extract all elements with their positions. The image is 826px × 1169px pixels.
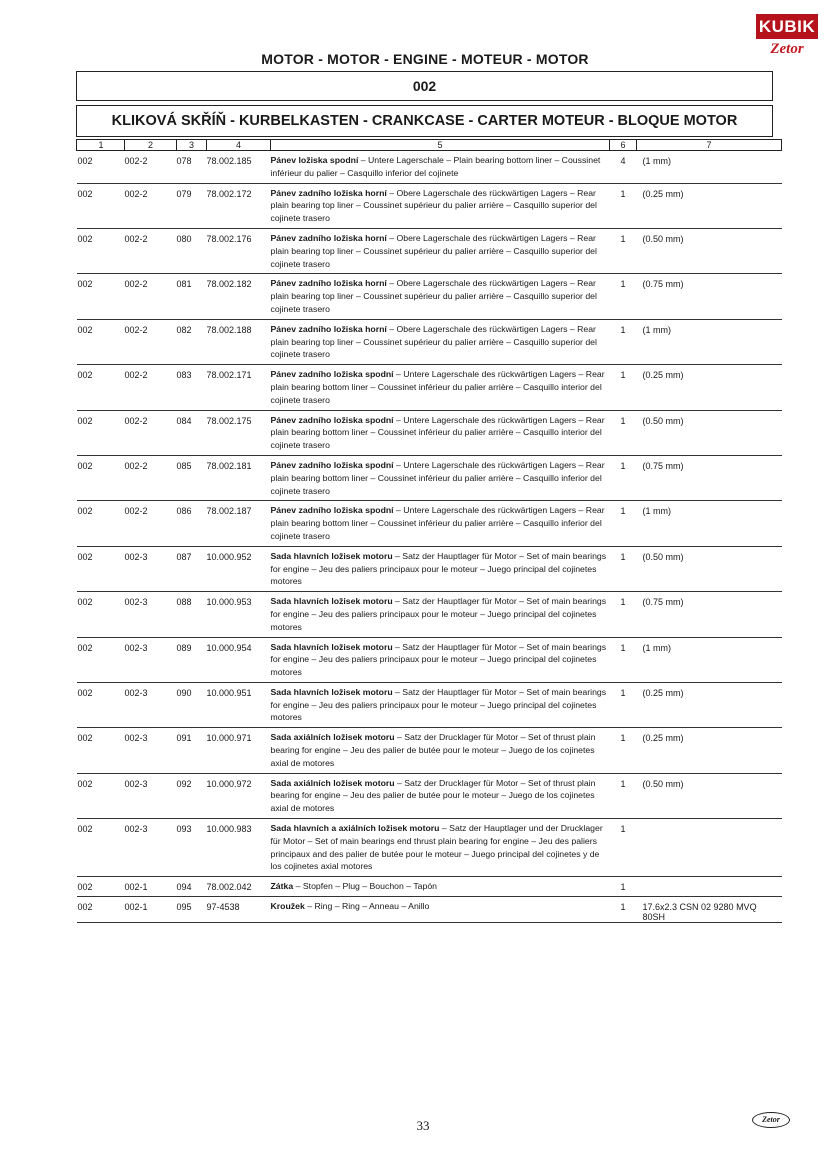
cell-subgroup: 002-3: [125, 819, 177, 877]
cell-position: 093: [177, 819, 207, 877]
cell-position: 088: [177, 592, 207, 637]
cell-note: (0.50 mm): [637, 546, 782, 591]
description-translations: – Untere Lagerschale des rückwärtigen Lagers – Rear plain bearing bottom liner – Coussinet inférieur du palier arrière – Casquillo inferior del cojinete trasero: [270, 505, 605, 541]
cell-group: 002: [77, 151, 125, 184]
table-row: [77, 501, 782, 546]
table-row: [77, 410, 782, 455]
column-header-2: 2: [125, 140, 177, 151]
cell-subgroup: 002-3: [125, 546, 177, 591]
cell-subgroup: 002-3: [125, 773, 177, 818]
cell-part-number: 97-4538: [207, 897, 271, 923]
cell-note: (0.25 mm): [637, 183, 782, 228]
cell-quantity: 1: [610, 455, 637, 500]
description-translations: – Untere Lagerschale des rückwärtigen Lagers – Rear plain bearing bottom liner – Coussinet inférieur du palier arrière – Casquillo interior del cojinete trasero: [270, 369, 605, 405]
cell-description: [271, 151, 610, 184]
cell-group: 002: [77, 592, 125, 637]
cell-part-number: 78.002.171: [207, 365, 271, 410]
description-translations: – Satz der Hauptlager und der Drucklager für Motor – Set of main bearings end thrust plain bearing for engine – Jeu des paliers principaux and des palier de butée pour le moteur – Juego principal del cojinetes y de los cojinetes axial motores: [270, 823, 603, 872]
cell-part-number: 78.002.172: [207, 183, 271, 228]
cell-part-number: 10.000.983: [207, 819, 271, 877]
description-czech-name: Pánev zadního ložiska spodní: [270, 369, 394, 380]
cell-part-number: 78.002.182: [207, 274, 271, 319]
cell-subgroup: 002-2: [125, 228, 177, 273]
description-translations: – Untere Lagerschale – Plain bearing bottom liner – Coussinet inférieur du palier – Casquillo inferior del cojinete: [270, 155, 601, 178]
cell-note: (0.50 mm): [637, 410, 782, 455]
description-czech-name: Pánev zadního ložiska spodní: [270, 459, 394, 470]
cell-note: (0.50 mm): [637, 228, 782, 273]
kubik-logo-text: KUBIK: [756, 14, 818, 39]
cell-group: 002: [77, 228, 125, 273]
table-row: [77, 773, 782, 818]
cell-part-number: 78.002.188: [207, 319, 271, 364]
description-czech-name: Sada hlavních ložisek motoru: [270, 596, 393, 607]
cell-position: 085: [177, 455, 207, 500]
column-header-5: 5: [271, 140, 610, 151]
column-header-1: 1: [77, 140, 125, 151]
cell-description: [271, 228, 610, 273]
cell-part-number: 78.002.175: [207, 410, 271, 455]
cell-note: (0.25 mm): [637, 365, 782, 410]
cell-position: 080: [177, 228, 207, 273]
table-row: [77, 682, 782, 727]
description-translations: – Satz der Hauptlager für Motor – Set of main bearings for engine – Jeu des paliers principaux pour le moteur – Juego principal del cojinetes motores: [270, 550, 607, 587]
cell-quantity: 1: [610, 877, 637, 897]
cell-description: [271, 501, 610, 546]
cell-group: 002: [77, 274, 125, 319]
cell-subgroup: 002-3: [125, 637, 177, 682]
table-row: [77, 228, 782, 273]
cell-description: [271, 319, 610, 364]
parts-table: [76, 139, 782, 923]
cell-position: 084: [177, 410, 207, 455]
description-czech-name: Kroužek: [270, 901, 305, 912]
cell-position: 089: [177, 637, 207, 682]
cell-position: 086: [177, 501, 207, 546]
cell-note: (0.25 mm): [637, 728, 782, 773]
cell-description: [271, 637, 610, 682]
cell-position: 092: [177, 773, 207, 818]
description-translations: – Satz der Drucklager für Motor – Set of thrust plain bearing for engine – Jeu des palier de butée pour le moteur – Juego de los cojinetes axial de motores: [270, 777, 596, 814]
cell-group: 002: [77, 877, 125, 897]
cell-group: 002: [77, 897, 125, 923]
description-czech-name: Sada hlavních a axiálních ložisek motoru: [270, 823, 440, 834]
cell-part-number: 78.002.181: [207, 455, 271, 500]
page-number: 33: [416, 1118, 430, 1133]
description-czech-name: Sada hlavních ložisek motoru: [270, 641, 393, 652]
description-translations: – Satz der Hauptlager für Motor – Set of main bearings for engine – Jeu des paliers principaux pour le moteur – Juego principal del cojinetes motores: [270, 641, 607, 678]
description-translations: – Untere Lagerschale des rückwärtigen Lagers – Rear plain bearing bottom liner – Coussinet inférieur du palier arrière – Casquillo interior del cojinete trasero: [270, 414, 605, 451]
cell-subgroup: 002-2: [125, 501, 177, 546]
cell-group: 002: [77, 365, 125, 410]
cell-quantity: 1: [610, 274, 637, 319]
cell-subgroup: 002-2: [125, 365, 177, 410]
table-row: [77, 877, 782, 897]
table-row: [77, 819, 782, 877]
cell-quantity: 1: [610, 637, 637, 682]
column-header-6: 6: [610, 140, 637, 151]
description-czech-name: Sada hlavních ložisek motoru: [270, 686, 393, 697]
table-row: [77, 455, 782, 500]
cell-note: (0.75 mm): [637, 455, 782, 500]
description-czech-name: Zátka: [270, 881, 294, 892]
table-row: [77, 897, 782, 923]
description-czech-name: Pánev zadního ložiska spodní: [270, 414, 394, 425]
cell-description: [271, 897, 610, 923]
description-czech-name: Pánev zadního ložiska horní: [270, 278, 387, 289]
description-translations: – Obere Lagerschale des rückwärtigen Lagers – Rear plain bearing top liner – Coussinet supérieur du palier arrière – Casquillo superior del cojinete trasero: [270, 278, 597, 314]
cell-quantity: 1: [610, 410, 637, 455]
description-czech-name: Sada axiálních ložisek motoru: [270, 777, 395, 788]
description-translations: – Obere Lagerschale des rückwärtigen Lagers – Rear plain bearing top liner – Coussinet supérieur du palier arrière – Casquillo superior del cojinete trasero: [270, 323, 597, 360]
cell-quantity: 1: [610, 501, 637, 546]
cell-group: 002: [77, 183, 125, 228]
cell-part-number: 78.002.185: [207, 151, 271, 184]
cell-description: [271, 592, 610, 637]
cell-subgroup: 002-3: [125, 682, 177, 727]
description-czech-name: Pánev ložiska spodní: [270, 155, 359, 165]
cell-note: (1 mm): [637, 637, 782, 682]
cell-group: 002: [77, 682, 125, 727]
cell-position: 090: [177, 682, 207, 727]
description-czech-name: Sada axiálních ložisek motoru: [270, 732, 395, 743]
cell-quantity: 1: [610, 682, 637, 727]
cell-subgroup: 002-2: [125, 410, 177, 455]
description-translations: – Obere Lagerschale des rückwärtigen Lagers – Rear plain bearing top liner – Coussinet supérieur du palier arrière – Casquillo superior del cojinete trasero: [270, 232, 597, 269]
description-czech-name: Pánev zadního ložiska horní: [270, 323, 387, 334]
cell-description: [271, 546, 610, 591]
cell-position: 079: [177, 183, 207, 228]
cell-part-number: 78.002.176: [207, 228, 271, 273]
cell-description: [271, 410, 610, 455]
cell-position: 078: [177, 151, 207, 184]
cell-quantity: 1: [610, 773, 637, 818]
cell-subgroup: 002-3: [125, 728, 177, 773]
parts-table-body: [77, 151, 782, 923]
cell-quantity: 1: [610, 319, 637, 364]
table-row: [77, 546, 782, 591]
cell-group: 002: [77, 319, 125, 364]
description-czech-name: Sada hlavních ložisek motoru: [270, 550, 393, 561]
cell-note: (0.75 mm): [637, 274, 782, 319]
cell-part-number: 10.000.971: [207, 728, 271, 773]
cell-group: 002: [77, 455, 125, 500]
zetor-footer-logo: Zetor: [752, 1112, 790, 1128]
cell-note: (1 mm): [637, 319, 782, 364]
cell-quantity: 1: [610, 897, 637, 923]
table-row: [77, 365, 782, 410]
description-czech-name: Pánev zadního ložiska horní: [270, 232, 387, 243]
cell-description: [271, 819, 610, 877]
cell-group: 002: [77, 637, 125, 682]
cell-quantity: 1: [610, 728, 637, 773]
cell-subgroup: 002-3: [125, 592, 177, 637]
table-row: [77, 637, 782, 682]
cell-quantity: 1: [610, 365, 637, 410]
cell-description: [271, 183, 610, 228]
cell-description: [271, 682, 610, 727]
cell-position: 083: [177, 365, 207, 410]
cell-subgroup: 002-2: [125, 274, 177, 319]
column-header-row: [77, 140, 782, 151]
cell-part-number: 10.000.972: [207, 773, 271, 818]
cell-quantity: 4: [610, 151, 637, 184]
column-header-3: 3: [177, 140, 207, 151]
cell-part-number: 10.000.954: [207, 637, 271, 682]
description-translations: – Satz der Drucklager für Motor – Set of thrust plain bearing for engine – Jeu des palier de butée pour le moteur – Juego de los cojinetes axial de motores: [270, 732, 596, 768]
cell-note: (0.75 mm): [637, 592, 782, 637]
cell-quantity: 1: [610, 183, 637, 228]
cell-part-number: 10.000.951: [207, 682, 271, 727]
cell-note: (1 mm): [637, 501, 782, 546]
cell-group: 002: [77, 501, 125, 546]
cell-group: 002: [77, 773, 125, 818]
cell-subgroup: 002-1: [125, 877, 177, 897]
cell-group: 002: [77, 728, 125, 773]
cell-description: [271, 365, 610, 410]
group-title: KLIKOVÁ SKŘÍŇ - KURBELKASTEN - CRANKCASE - CARTER MOTEUR - BLOQUE MOTOR: [76, 105, 773, 137]
cell-note: (0.50 mm): [637, 773, 782, 818]
cell-position: 087: [177, 546, 207, 591]
cell-position: 095: [177, 897, 207, 923]
table-row: [77, 319, 782, 364]
cell-position: 081: [177, 274, 207, 319]
description-translations: – Satz der Hauptlager für Motor – Set of main bearings for engine – Jeu des paliers principaux pour le moteur – Juego principal del cojinetes motores: [270, 686, 607, 723]
description-czech-name: Pánev zadního ložiska spodní: [270, 505, 394, 516]
cell-part-number: 78.002.187: [207, 501, 271, 546]
cell-note: 17.6x2.3 CSN 02 9280 MVQ 80SH: [637, 897, 782, 923]
description-translations: – Satz der Hauptlager für Motor – Set of main bearings for engine – Jeu des paliers principaux pour le moteur – Juego principal del cojinetes motores: [270, 596, 607, 632]
table-row: [77, 728, 782, 773]
cell-description: [271, 773, 610, 818]
cell-quantity: 1: [610, 819, 637, 877]
page-title: MOTOR - MOTOR - ENGINE - MOTEUR - MOTOR: [261, 51, 589, 67]
cell-note: (0.25 mm): [637, 682, 782, 727]
cell-part-number: 10.000.953: [207, 592, 271, 637]
cell-quantity: 1: [610, 592, 637, 637]
table-row: [77, 274, 782, 319]
cell-part-number: 10.000.952: [207, 546, 271, 591]
cell-position: 082: [177, 319, 207, 364]
description-czech-name: Pánev zadního ložiska horní: [270, 187, 387, 198]
column-header-7: 7: [637, 140, 782, 151]
cell-description: [271, 877, 610, 897]
cell-description: [271, 455, 610, 500]
cell-subgroup: 002-2: [125, 319, 177, 364]
cell-subgroup: 002-2: [125, 455, 177, 500]
column-header-4: 4: [207, 140, 271, 151]
table-row: [77, 183, 782, 228]
cell-note: [637, 877, 782, 897]
cell-description: [271, 728, 610, 773]
description-translations: – Stopfen – Plug – Bouchon – Tapón: [293, 881, 437, 892]
cell-description: [271, 274, 610, 319]
cell-subgroup: 002-2: [125, 151, 177, 184]
zetor-logo-text: Zetor: [770, 41, 804, 57]
cell-note: (1 mm): [637, 151, 782, 184]
cell-part-number: 78.002.042: [207, 877, 271, 897]
cell-quantity: 1: [610, 228, 637, 273]
cell-group: 002: [77, 819, 125, 877]
cell-subgroup: 002-2: [125, 183, 177, 228]
description-translations: – Obere Lagerschale des rückwärtigen Lagers – Rear plain bearing top liner – Coussinet supérieur du palier arrière – Casquillo superior del cojinete trasero: [270, 187, 597, 224]
cell-position: 094: [177, 877, 207, 897]
cell-group: 002: [77, 410, 125, 455]
cell-group: 002: [77, 546, 125, 591]
cell-subgroup: 002-1: [125, 897, 177, 923]
table-row: [77, 151, 782, 184]
description-translations: – Ring – Ring – Anneau – Anillo: [304, 901, 430, 912]
table-row: [77, 592, 782, 637]
cell-quantity: 1: [610, 546, 637, 591]
cell-note: [637, 819, 782, 877]
cell-position: 091: [177, 728, 207, 773]
description-translations: – Untere Lagerschale des rückwärtigen Lagers – Rear plain bearing bottom liner – Coussinet inférieur du palier arrière – Casquillo inferior del cojinete trasero: [270, 459, 605, 496]
section-number: 002: [76, 71, 773, 101]
